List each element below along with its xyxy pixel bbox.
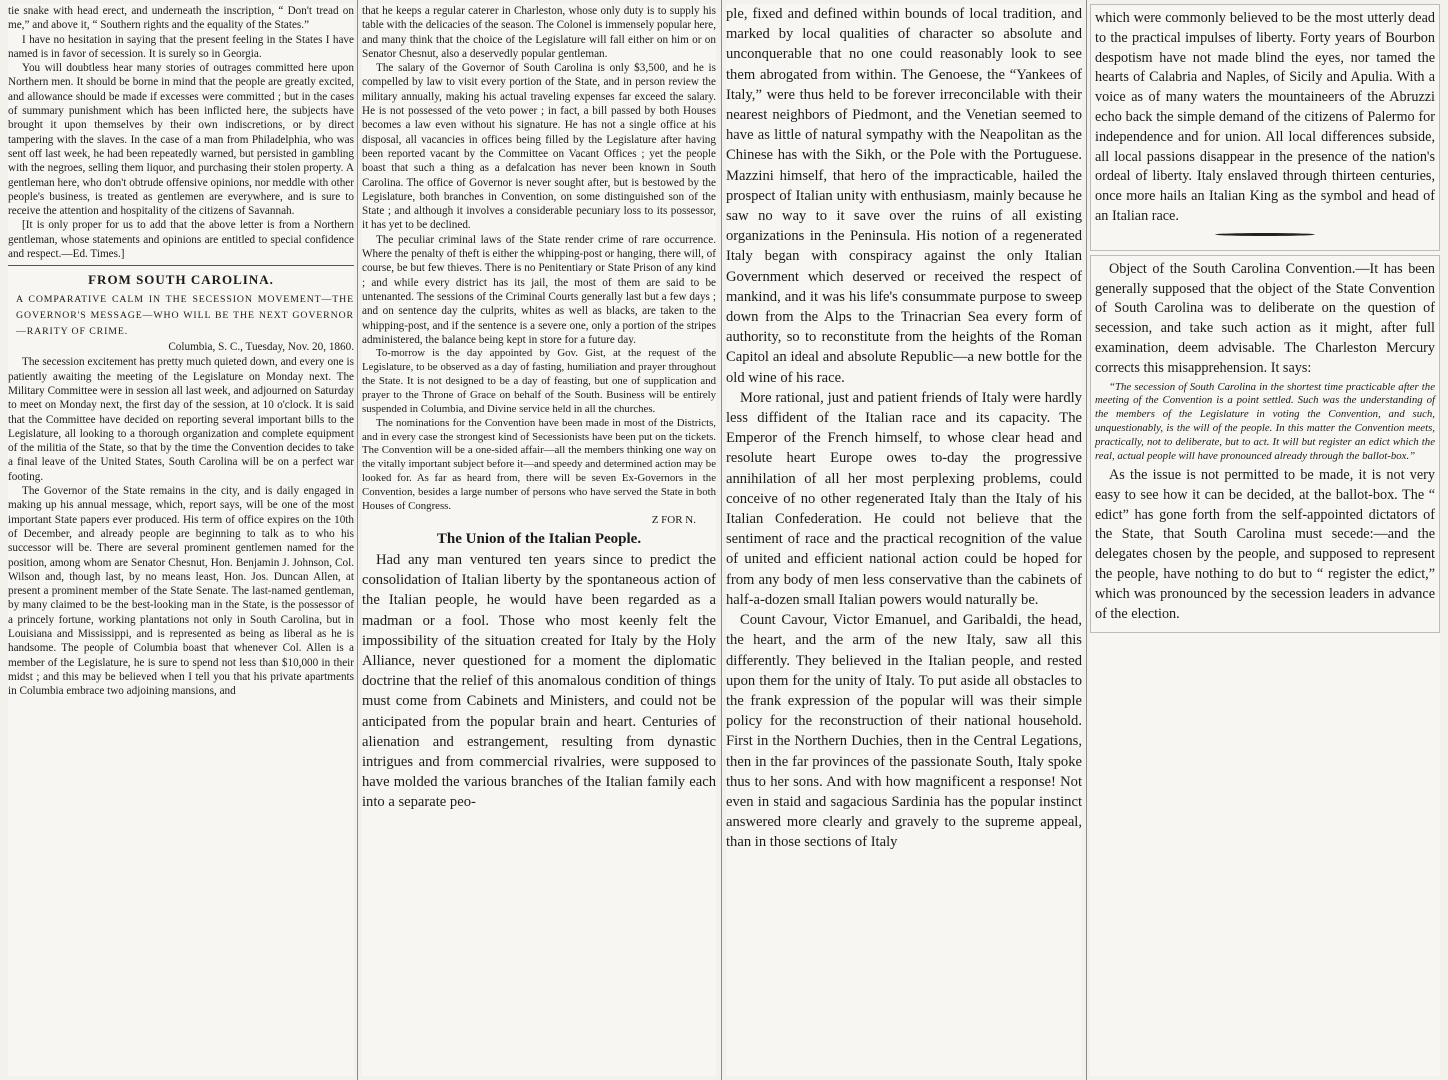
paragraph: ple, fixed and defined within bounds of local tradition, and marked by local qualities of character so absolute and unconquerable that no one could reasonably look to see them abrogated from within. The Genoese, the “Yankees of Italy,” were thus held to be forever irreconcilable with their nearest neighbors of Piedmont, and the Venetian seemed to have as little of natural sympathy with the Neapolitan as the Chinese has with the Sikh, or the Pole with the Portuguese. Mazzini himself, that hero of the impracticable, hailed the prospect of Italian unity with enthusiasm, mainly because he saw no way to it save over the ruins of all existing organizations in the Peninsula. His notion of a regenerated Italy began with conspiracy against the only Italian Government which deserved or received the respect of mankind, and it was his life's consummate purpose to sweep down from the Alps to the Trinacrian Sea every form of authority, so to reconstitute from the heights of the Roman Capitol an ideal and absolute Republic—a new bottle for the old wine of his race. <box>726 6 1082 386</box>
column-3 <box>726 4 1082 1076</box>
paragraph: which were commonly believed to be the most utterly dead to the practical impulses of liberty. Forty years of Bourbon despotism have not made blind the eyes, nor tamed the hearts of Calabria and Naples, of Sicily and Apulia. With a voice as of many waters the mountaineers of the Abruzzi echo back the simple demand of the citizens of Palermo for independence and for union. All local differences subside, all local passions disappear in the presence of the nation's ordeal of liberty. Italy enslaved through thirteen centuries, once more hails an Italian King as the symbol and head of an Italian race. <box>1095 10 1435 224</box>
column-2 <box>362 4 716 1076</box>
paragraph: Object of the South Carolina Convention.—It has been generally supposed that the object of the State Convention of South Carolina was to deliberate on the question of secession, and take such action as it might, after full examination, deem advisable. The Charleston Mercury corrects this misapprehension. It says: <box>1095 260 1435 376</box>
paragraph: tie snake with head erect, and underneath the inscription, “ Don't tread on me,” and above it, “ Southern rights and the equality of the States.” <box>8 5 354 32</box>
column-rule <box>1086 0 1087 1080</box>
article-subheading: A COMPARATIVE CALM IN THE SECESSION MOVEMENT—THE GOVERNOR'S MESSAGE—WHO WILL BE THE NEXT GOVERNOR—RARITY OF CRIME. <box>16 294 354 338</box>
paragraph: To-morrow is the day appointed by Gov. Gist, at the request of the Legislature, to be observed as a day of fasting, humiliation and prayer throughout the State. It is not designed to be a day of feasting, but one of supplication and prayer to the Throne of Grace on behalf of the South. Business will be entirely suspended in Columbia, and Divine service held in all the churches. <box>362 347 716 415</box>
paragraph: More rational, just and patient friends of Italy were hardly less diffident of the Italian race and its capacity. The Emperor of the French himself, to whose clear head and resolute heart Europe owes to-day the progressive annihilation of all her most perplexing problems, could conceive of no other regenerated Italy than the Italy of his Italian Confederation. He could not believe that the sentiment of race and the practical recognition of the value of united and efficient national action could be hoped for from any body of men less conservative than the cabinets of half-a-dozen small Italian powers would naturally be. <box>726 389 1082 608</box>
dateline: Columbia, S. C., Tuesday, Nov. 20, 1860. <box>168 341 354 354</box>
article-title: The Union of the Italian People. <box>436 531 642 547</box>
divider <box>8 265 354 266</box>
paragraph: The peculiar criminal laws of the State render crime of rare occurrence. Where the penalty of theft is either the whipping-post or hanging, there will, of course, be but few thieves. There is no Penitentiary or State Prison of any kind ; and while every district has its jail, the most of them are said to be untenanted. The sessions of the Criminal Courts generally last but a few days ; and on sentence day the culprits, whites as well as blacks, are taken to the whipping-post, and if the sentence is a severe one, only a portion of the stripes administered, the balance being kept in store for a future day. <box>362 233 716 346</box>
paragraph: As the issue is not permitted to be made, it is not very easy to see how it can be decided, at the ballot-box. The “ edict” has gone forth from the self-appointed dictators of the State, that South Carolina must secede:—and the delegates chosen by the people, and supposed to represent the people, have nothing to do but to “ register the edict,” which was pronounced by the secession leaders in advance of the election. <box>1095 466 1435 622</box>
article-heading: FROM SOUTH CAROLINA. <box>88 272 274 288</box>
column-rule <box>721 0 722 1080</box>
signature: Z FOR N. <box>651 514 696 526</box>
paragraph: that he keeps a regular caterer in Charleston, whose only duty is to supply his table with the delicacies of the season. The Colonel is immensely popular here, and many think that the choice of the Legislature will fall either on him or on Senator Chesnut, also a deservedly popular gentleman. <box>362 5 716 60</box>
clipping-box <box>1090 4 1440 251</box>
editor-note: [It is only proper for us to add that the above letter is from a Northern gentleman, whose statements and opinions are entitled to special confidence and respect.—Ed. Times.] <box>8 219 354 261</box>
paragraph: Count Cavour, Victor Emanuel, and Garibaldi, the head, the heart, and the arm of the new Italy, saw all this differently. They believed in the Italian people, and rested upon them for the unity of Italy. To put aside all obstacles to the frank expression of the popular will was their simple policy for the reconstruction of their national household. First in the Northern Duchies, then in the Central Legations, then in the far provinces of the passionate South, Italy spoke thus to her sons. And with how magnificent a response! Not even in staid and sagacious Sardinia has the popular instinct answered more clearly and gravely to the supreme appeal, than in those sections of Italy <box>726 612 1082 851</box>
paragraph: The nominations for the Convention have been made in most of the Districts, and in every case the strongest kind of Secessionists have been put on the tickets. The Convention will be a one-sided affair—all the members thinking one way on the vitally important subject before it—and speedy and determined action may be looked for. As far as heard from, there will be seven Ex-Governors in the Convention, besides a large number of persons who have served the State in both Houses of Congress. <box>362 416 716 513</box>
column-1 <box>8 4 354 1076</box>
paragraph: I have no hesitation in saying that the present feeling in the States I have named is in favor of secession. It is surely so in Georgia. <box>8 33 354 60</box>
paragraph: The salary of the Governor of South Carolina is only $3,500, and he is compelled by law to visit every portion of the State, and in person review the military annually, making his actual traveling expenses far exceed the salary. He is not possessed of the veto power ; in fact, a bill passed by both Houses becomes a law even without his signature. He has not a single office at his disposal, all vacancies in offices being filled by the Legislature after having been reported vacant by the Committee on Vacant Offices ; yet the people boast that such a thing as a defalcation has never been known in South Carolina. The office of Governor is never sought after, but is bestowed by the Legislature, both branches in Convention, on some distinguished son of the State ; and although it involves a considerable pecuniary loss to its possessor, it has yet to be declined. <box>362 62 716 232</box>
column-4 <box>1090 4 1440 1076</box>
paragraph: You will doubtless hear many stories of outrages committed here upon Northern men. It should be borne in mind that the people are greatly excited, and allowance should be made if excesses were committed ; but in the cases of summary punishment which has been inflicted here, the subjects have brought it upon themselves by their own indiscretions, or by direct tampering with the slaves. In the case of a man from Philadelphia, who was sent off last week, he had been repeatedly warned, but persisted in gambling with the negroes, selling them liquor, and purchasing their stolen property. A gentleman here, who don't obtrude offensive opinions, nor meddle with other people's business, is treated as gentlemen are everywhere, and is sure to receive the attention and hospitality of the citizens of Savannah. <box>8 62 354 218</box>
block-quote: “The secession of South Carolina in the shortest time practicable after the meeting of the Convention is a point settled. Such was the understanding of the members of the Legislature in voting the Convention, and such, unquestionably, is the will of the people. In this matter the Convention meets, practically, not to deliberate, but to act. It will but register an edict which the real, actual people will have pronounced already through the ballot-box.” <box>1095 380 1435 463</box>
swell-rule <box>1215 233 1315 236</box>
paragraph: Had any man ventured ten years since to predict the consolidation of Italian liberty by the spontaneous action of the Italian people, he would have been regarded as a madman or a fool. Those who most keenly felt the impossibility of the situation created for Italy by the Holy Alliance, never questioned for a moment the diplomatic doctrine that the relief of this anomalous condition of things must come from Cabinets and Ministers, and could not be anticipated from the popular brain and heart. Centuries of alienation and estrangement, resulting from dynastic intrigues and from commercial rivalries, were supposed to have molded the various branches of the Italian family each into a separate peo- <box>362 552 716 811</box>
column-rule <box>357 0 358 1080</box>
paragraph: The secession excitement has pretty much quieted down, and every one is patiently awaiting the meeting of the Legislature on Monday next. The Military Committee were in session all last week, and adjourned on Saturday to meet on Monday next, the first day of the session, at 10 o'clock. It is said that the Committee have decided on reporting several important bills to the Legislature, all looking to a thorough organization and complete equipment of the militia of the State, so that by the time the Convention decides to take a final leave of the United States, South Carolina will be on a perfect war footing. <box>8 356 354 483</box>
paragraph: The Governor of the State remains in the city, and is daily engaged in making up his annual message, which, report says, will be one of the most important State papers ever produced. His term of office expires on the 10th of December, and already people are beginning to talk as to who his successor will be. There are several prominent gentlemen named for the position, among whom are Senator Chesnut, Hon. Benjamin J. Johnson, Col. Wilson and, though last, by no means least, Hon. Jos. Duncan Allen, at present a prominent member of the State Senate. The last-named gentleman, by many claimed to be the best-looking man in the State, is the possessor of a princely fortune, working plantations not only in South Carolina, but in Louisiana and Mississippi, and is represented as being as liberal as he is handsome. The people of Columbia boast that whenever Col. Allen is a member of the Legislature, he is sure to spend not less than $10,000 in their midst ; and this may be believed when I tell you that his private apartments in Columbia embrace two adjoining mansions, and <box>8 485 354 698</box>
clipping-box <box>1090 255 1440 634</box>
